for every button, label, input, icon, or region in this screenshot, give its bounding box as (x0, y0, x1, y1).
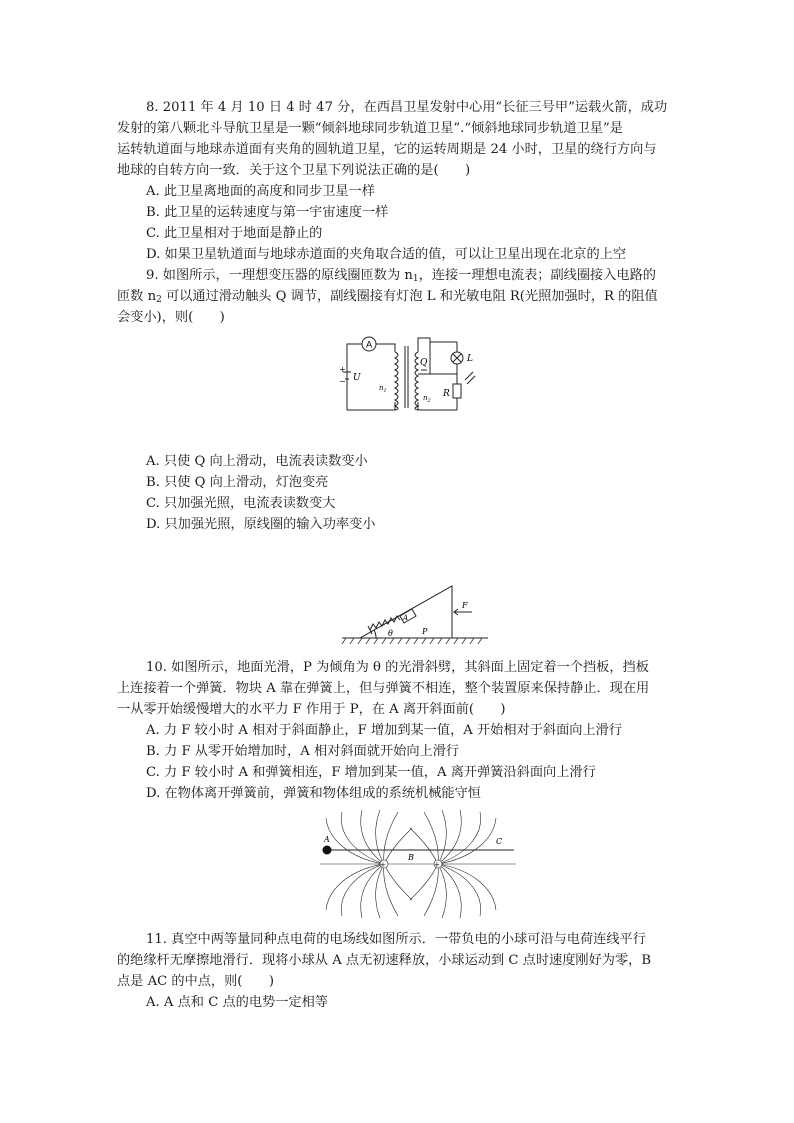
q11-line-1: 11. 真空中两等量同种点电荷的电场线如图所示．一带负电的小球可沿与电荷连线平行 (146, 932, 646, 947)
q11-line-3: 点是 AC 的中点，则( ) (117, 974, 274, 989)
q8-option-c: C. 此卫星相对于地面是静止的 (146, 226, 323, 241)
source-label: U (353, 373, 361, 383)
q11-option-a: A. A 点和 C 点的电势一定相等 (146, 995, 328, 1010)
source-plus: + (339, 365, 346, 374)
angle-label: θ (388, 629, 393, 638)
point-c-label: C (496, 837, 503, 846)
q8-line-2: 发射的第八颗北斗导航卫星是一颗“倾斜地球同步轨道卫星”.“倾斜地球同步轨道卫星”是 (117, 121, 623, 136)
q8-option-a: A. 此卫星离地面的高度和同步卫星一样 (146, 184, 375, 199)
q9-line-3: 会变小)，则( ) (117, 310, 225, 325)
q10-option-c: C. 力 F 较小时 A 和弹簧相连，F 增加到某一值，A 离开弹簧沿斜面向上滑行 (146, 765, 596, 780)
left-charge-plus: + (380, 861, 386, 869)
q10-line-2: 上连接着一个弹簧．物块 A 靠在弹簧上，但与弹簧不相连，整个装置原来保持静止．现在用 (117, 681, 650, 696)
q11-line-2: 的绝缘杆无摩擦地滑行．现将小球从 A 点无初速释放，小球运动到 C 点时速度刚好为零，B (117, 953, 652, 968)
q9-line-2: 匝数 $n_2$ 可以通过滑动触头 Q 调节，副线圈接有灯泡 L 和光敏电阻 R(光照加强时，R 的阻值 (117, 289, 658, 305)
source-minus: − (339, 377, 346, 386)
q9-option-d: D. 只加强光照，原线圈的输入功率变小 (146, 517, 376, 532)
incline-spring-figure (338, 578, 498, 648)
right-charge-plus: + (434, 861, 440, 869)
slider-label: Q (420, 358, 428, 368)
q9-option-a: A. 只使 Q 向上滑动，电流表读数变小 (146, 454, 368, 469)
lamp-label: L (467, 354, 473, 364)
charged-ball (323, 846, 332, 855)
q8-line-1: 8. 2011 年 4 月 10 日 4 时 47 分，在西昌卫星发射中心用“长征三号甲”运载火箭，成功 (146, 100, 668, 115)
q9-option-b: B. 只使 Q 向上滑动，灯泡变亮 (146, 475, 329, 490)
n1-label: $n_1$ (379, 384, 387, 394)
electric-field-figure (318, 808, 518, 920)
q10-line-3: 一从零开始缓慢增大的水平力 F 作用于 P，在 A 离开斜面前( ) (117, 702, 506, 717)
block-label: A (403, 614, 409, 622)
q10-line-1: 10. 如图所示，地面光滑，P 为倾角为 θ 的光滑斜劈，其斜面上固定着一个挡板，挡板 (146, 660, 649, 675)
q8-line-4: 地球的自转方向一致．关于这个卫星下列说法正确的是( ) (117, 163, 471, 178)
resistor-label: R (443, 389, 450, 399)
q8-option-b: B. 此卫星的运转速度与第一宇宙速度一样 (146, 205, 389, 220)
wedge-label: P (422, 627, 428, 636)
point-a-label: A (324, 835, 330, 844)
q8-line-3: 运转轨道面与地球赤道面有夹角的圆轨道卫星，它的运转周期是 24 小时，卫星的绕行方向与 (117, 142, 657, 157)
q9-option-c: C. 只加强光照，电流表读数变大 (146, 496, 336, 511)
q9-line-1: 9. 如图所示，一理想变压器的原线圈匝数为 $n_1$，连接一理想电流表；副线圈接入电路的 (146, 268, 656, 284)
q8-option-d: D. 如果卫星轨道面与地球赤道面的夹角取合适的值，可以让卫星出现在北京的上空 (146, 247, 627, 262)
q10-option-d: D. 在物体离开弹簧前，弹簧和物体组成的系统机械能守恒 (146, 786, 481, 801)
q10-option-b: B. 力 F 从零开始增加时，A 相对斜面就开始向上滑行 (146, 744, 460, 759)
ammeter-label: A (366, 340, 373, 351)
q10-option-a: A. 力 F 较小时 A 相对于斜面静止，F 增加到某一值，A 开始相对于斜面向上滑行 (146, 723, 623, 738)
force-label: F (462, 601, 468, 610)
point-b-label: B (408, 853, 414, 862)
transformer-circuit-figure (335, 332, 485, 414)
n2-label: $n_2$ (423, 394, 431, 404)
